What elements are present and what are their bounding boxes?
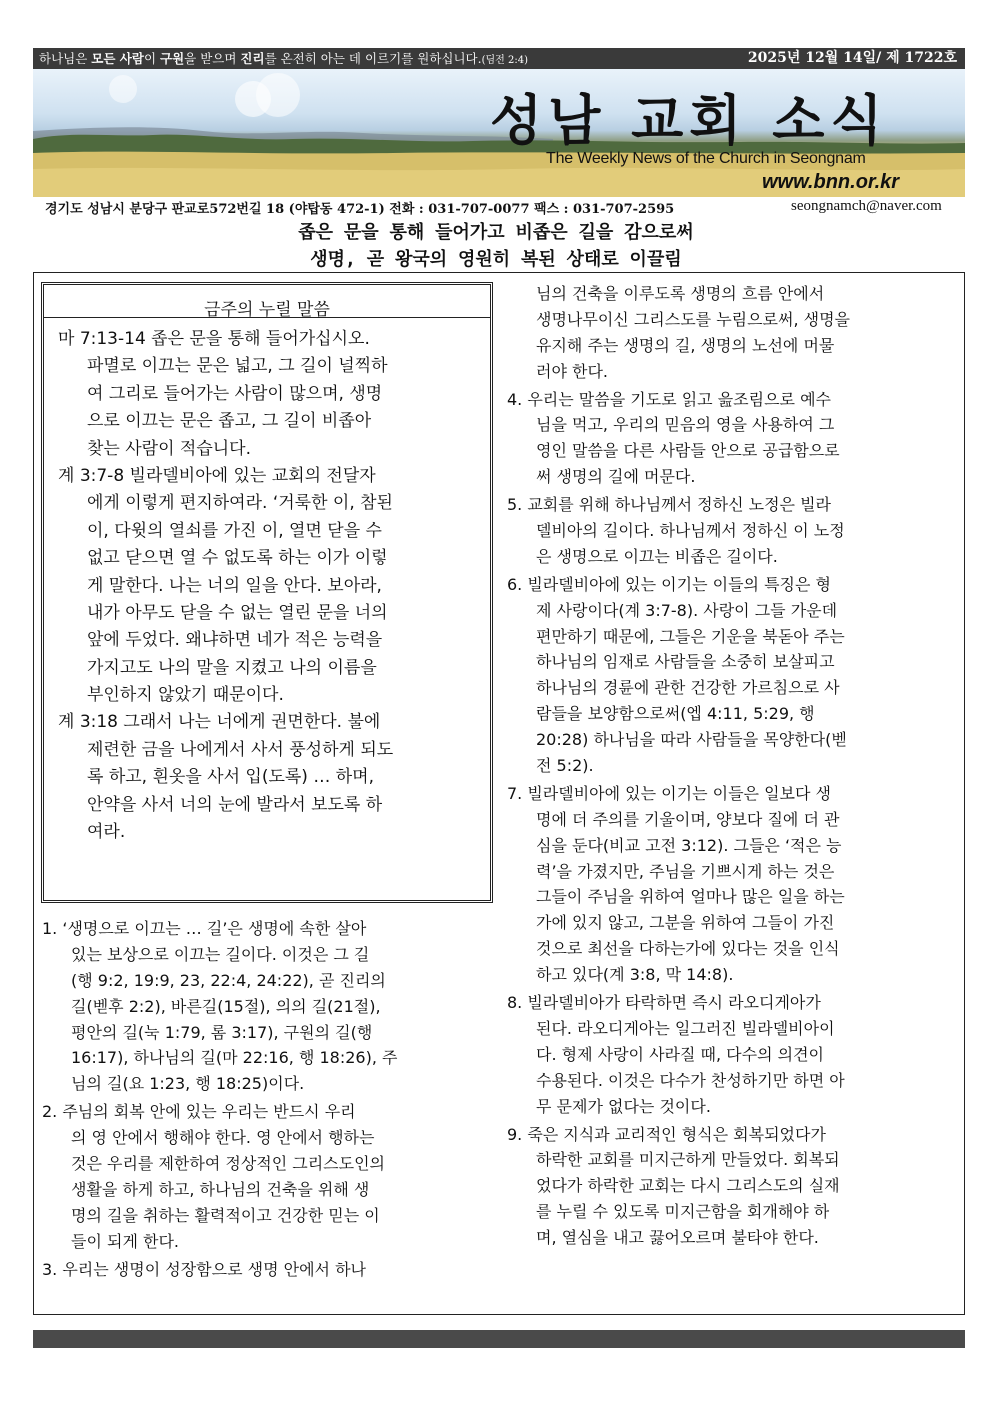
point-item-line: 전 5:2). [536, 756, 594, 776]
point-item-line: 님을 먹고, 우리의 믿음의 영을 사용하여 그 [536, 415, 835, 435]
verse-fragment: 모든 사람 [91, 51, 144, 66]
verse-entry-line: 으로 이끄는 문은 좁고, 그 길이 비좁아 [87, 411, 372, 432]
verse-entry-line: 록 하고, 흰옷을 사서 입(도록) … 하며, [87, 767, 374, 788]
point-item-line: 하나님의 임재로 사람들을 소중히 보살피고 [536, 652, 835, 672]
point-item-line: 수용된다. 이것은 다수가 찬성하기만 하면 아 [536, 1070, 845, 1090]
verse-fragment: (딤전 2:4) [481, 55, 529, 66]
point-item-line: 길(벧후 2:2), 바른길(15절), 의의 길(21절), [71, 996, 381, 1016]
points-left-column [42, 916, 494, 1282]
point-item-line: (행 9:2, 19:9, 23, 22:4, 24:22), 곧 진리의 [71, 970, 386, 990]
point-item [507, 281, 959, 385]
verse-entry-line: 파멸로 이끄는 문은 넓고, 그 길이 널찍하 [87, 356, 388, 377]
verse-fragment: 하나님은 [39, 51, 92, 66]
point-item-line: 님의 건축을 이루도록 생명의 흐름 안에서 [536, 284, 825, 303]
point-item-line: 8. 빌라델비아가 타락하면 즉시 라오디게아가 [507, 993, 821, 1013]
point-item-line: 의 영 안에서 행해야 한다. 영 안에서 행하는 [71, 1128, 375, 1148]
point-item-line: 은 생명으로 이끄는 비좁은 길이다. [536, 546, 778, 566]
point-item-line: 9. 죽은 지식과 교리적인 형식은 회복되었다가 [507, 1124, 826, 1144]
verse-entry-line: 내가 아무도 닫을 수 없는 열린 문을 너의 [87, 602, 388, 623]
verse-entry-line: 앞에 두었다. 왜냐하면 네가 적은 능력을 [87, 630, 383, 651]
point-item-line: 16:17), 하나님의 길(마 22:16, 행 18:26), 주 [71, 1048, 398, 1068]
point-item-line: 었다가 하락한 교회는 다시 그리스도의 실재 [536, 1176, 840, 1196]
verse-fragment: 진리 [240, 51, 265, 66]
point-item [42, 916, 494, 1097]
newsletter-title: 성남 교회 소식 [490, 89, 889, 152]
point-item-line: 생명나무이신 그리스도를 누림으로써, 생명을 [536, 309, 851, 329]
verse-fragment: 이 [143, 51, 160, 66]
point-item-line: 3. 우리는 생명이 성장함으로 생명 안에서 하나 [42, 1259, 366, 1279]
point-item-line: 그들이 주님을 위하여 얼마나 많은 일을 하는 [536, 887, 845, 907]
header-verse [39, 48, 528, 71]
point-item-line: 님의 길(요 1:23, 행 18:25)이다. [71, 1074, 305, 1094]
verse-entry-line: 계 3:7-8 빌라델비아에 있는 교회의 전달자 [58, 465, 376, 486]
point-item-line: 유지해 주는 생명의 길, 생명의 노선에 머물 [536, 335, 835, 355]
verse-entry [58, 326, 488, 463]
point-item-line: 다. 형제 사랑이 사라질 때, 다수의 의견이 [536, 1044, 824, 1064]
point-item-line: 것은 우리를 제한하여 정상적인 그리스도인의 [71, 1154, 386, 1174]
verse-entry-line: 없고 닫으면 열 수 없도록 하는 이가 이렇 [87, 548, 388, 569]
verses-list [58, 326, 488, 846]
point-item [507, 492, 959, 570]
verse-entry-line: 에게 이렇게 편지하여라. ‘거룩한 이, 참된 [87, 493, 393, 514]
point-item-line: 람들을 보양함으로써(엡 4:11, 5:29, 행 [536, 704, 815, 724]
point-item [507, 781, 959, 988]
point-item-line: 7. 빌라델비아에 있는 이기는 이들은 일보다 생 [507, 783, 831, 803]
verse-fragment: 을 받으며 [184, 51, 241, 66]
headline-line-1: 좁은 문을 통해 들어가고 비좁은 길을 감으로써 [298, 222, 694, 243]
point-item-line: 델비아의 길이다. 하나님께서 정하신 이 노정 [536, 521, 845, 541]
point-item-line: 6. 빌라델비아에 있는 이기는 이들의 특징은 형 [507, 574, 831, 594]
verse-entry-line: 마 7:13-14 좁은 문을 통해 들어가십시오. [58, 329, 370, 349]
verse-entry-line: 여 그리로 들어가는 사람이 많으며, 생명 [87, 383, 383, 404]
point-item-line: 하락한 교회를 미지근하게 만들었다. 회복되 [536, 1150, 840, 1170]
point-item-line: 무 문제가 없다는 것이다. [536, 1096, 711, 1116]
issue-date: 2025년 12월 14일/ 제 1722호 [747, 50, 957, 66]
headline-line-2: 생명, 곧 왕국의 영원히 복된 상태로 이끌림 [310, 249, 682, 270]
verse-entry-line: 안약을 사서 너의 눈에 발라서 보도록 하 [87, 794, 383, 815]
point-item [507, 990, 959, 1119]
verse-fragment: 를 온전히 아는 데 이르기를 원하십니다. [264, 51, 482, 66]
point-item-line: 력’을 가졌지만, 주님을 기쁘시게 하는 것은 [536, 861, 835, 881]
point-item-line: 명의 길을 취하는 활력적이고 건강한 믿는 이 [71, 1205, 380, 1225]
point-item-line: 명에 더 주의를 기울이며, 양보다 질에 더 관 [536, 809, 840, 829]
verse-entry-line: 제련한 금을 나에게서 사서 풍성하게 되도 [87, 739, 394, 760]
point-item-line: 써 생명의 길에 머문다. [536, 467, 696, 487]
address-text: 경기도 성남시 분당구 판교로572번길 18 (야탑동 472-1) 전화 : 031-707-0077 팩스 : 031-707-2595 [45, 202, 675, 217]
point-item-line: 된다. 라오디게아는 일그러진 빌라델비아이 [536, 1018, 835, 1038]
point-item-line: 편만하기 때문에, 그들은 기운을 북돋아 주는 [536, 626, 845, 646]
point-item [42, 1257, 494, 1283]
point-item-line: 2. 주님의 회복 안에 있는 우리는 반드시 우리 [42, 1102, 356, 1122]
point-item-line: 를 누릴 수 있도록 미지근함을 회개해야 하 [536, 1202, 830, 1222]
point-item-line: 것으로 최선을 다하는가에 있다는 것을 인식 [536, 939, 840, 959]
point-item-line: 1. ‘생명으로 이끄는 … 길’은 생명에 속한 살아 [42, 919, 367, 938]
footer-bar [33, 1330, 965, 1348]
verse-entry-line: 이, 다윗의 열쇠를 가진 이, 열면 닫을 수 [87, 520, 382, 541]
verses-title-divider [44, 317, 490, 318]
point-item-line: 생활을 하게 하고, 하나님의 건축을 위해 생 [71, 1179, 370, 1199]
verse-entry-line: 찾는 사람이 적습니다. [87, 438, 252, 459]
point-item-line: 심을 둔다(비교 고전 3:12). 그들은 ‘적은 능 [536, 835, 842, 855]
newsletter-subtitle: The Weekly News of the Church in Seongnam [546, 150, 866, 167]
verse-entry [58, 709, 488, 846]
point-item-line: 하고 있다(계 3:8, 막 14:8). [536, 965, 734, 985]
point-item-line: 러야 한다. [536, 361, 608, 381]
email-link[interactable]: seongnamch@naver.com [791, 198, 942, 214]
verse-entry-line: 계 3:18 그래서 나는 너에게 권면한다. 불에 [58, 712, 381, 733]
verse-entry-line: 여라. [87, 822, 126, 843]
verse-entry-line: 부인하지 않았기 때문이다. [87, 685, 284, 706]
verse-entry [58, 463, 488, 710]
point-item-line: 가에 있지 않고, 그분을 위하여 그들이 가진 [536, 913, 835, 933]
verse-entry-line: 게 말한다. 나는 너의 일을 안다. 보아라, [87, 575, 382, 596]
point-item-line: 있는 보상으로 이끄는 길이다. 이것은 그 길 [71, 944, 370, 964]
top-bar [33, 48, 965, 69]
point-item-line: 들이 되게 한다. [71, 1231, 179, 1251]
website-link[interactable]: www.bnn.or.kr [762, 171, 900, 193]
verse-fragment: 구원 [160, 51, 185, 66]
point-item-line: 영인 말씀을 다른 사람들 안으로 공급함으로 [536, 441, 840, 461]
point-item-line: 하나님의 경륜에 관한 건강한 가르침으로 사 [536, 678, 840, 698]
point-item-line: 제 사랑이다(계 3:7-8). 사랑이 그들 가운데 [536, 600, 838, 620]
point-item-line: 4. 우리는 말씀을 기도로 읽고 읊조림으로 예수 [507, 389, 831, 409]
point-item [507, 1122, 959, 1251]
point-item-line: 20:28) 하나님을 따라 사람들을 목양한다(벧 [536, 730, 847, 750]
points-right-column [507, 281, 959, 1251]
point-item-line: 평안의 길(눅 1:79, 롬 3:17), 구원의 길(행 [71, 1022, 373, 1042]
point-item [507, 572, 959, 779]
point-item [42, 1099, 494, 1254]
contact-line [45, 198, 960, 217]
verse-entry-line: 가지고도 나의 말을 지켰고 나의 이름을 [87, 657, 377, 678]
point-item-line: 5. 교회를 위해 하나님께서 정하신 노정은 빌라 [507, 495, 831, 515]
verses-title: 금주의 누릴 말씀 [204, 300, 330, 320]
point-item [507, 387, 959, 491]
point-item-line: 며, 열심을 내고 끓어오르며 불타야 한다. [536, 1228, 819, 1248]
